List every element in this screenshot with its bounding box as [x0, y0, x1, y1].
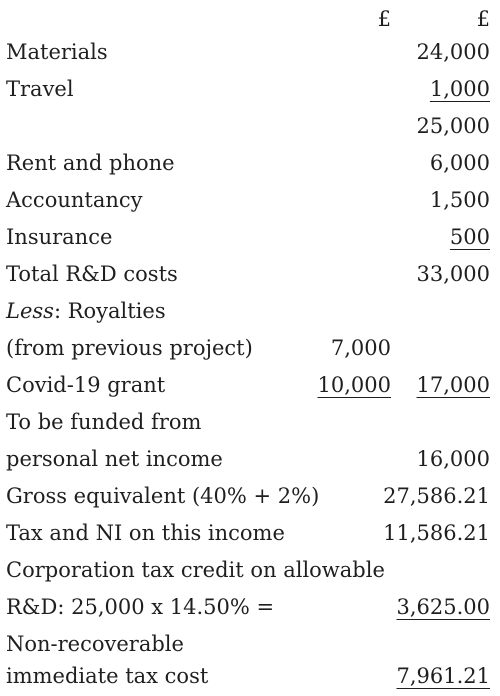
row-accountancy [0, 183, 500, 217]
row-amount: 27,586.21 [383, 484, 490, 508]
row-immediate-tax-cost [0, 659, 500, 693]
row-rd-calculation [0, 590, 500, 624]
row-label: Travel [6, 77, 74, 101]
row-tax-and-ni [0, 516, 500, 550]
row-amount: 1,500 [429, 188, 490, 212]
row-amount: 7,961.21 [396, 664, 490, 688]
row-travel [0, 72, 500, 106]
row-label: Total R&D costs [6, 262, 178, 286]
currency-header-col2: £ [476, 7, 490, 31]
row-label: Covid-19 grant [6, 373, 166, 397]
row-amount: 500 [449, 225, 490, 249]
currency-header-row [0, 2, 500, 36]
row-label: Gross equivalent (40% + 2%) [6, 484, 320, 508]
row-label: Rent and phone [6, 151, 175, 175]
row-label: Non-recoverable [6, 632, 184, 656]
row-personal-net-income [0, 442, 500, 476]
row-covid-grant [0, 368, 500, 402]
row-amount: 6,000 [429, 151, 490, 175]
row-sub-amount: 7,000 [330, 336, 391, 360]
row-label: Tax and NI on this income [6, 521, 285, 545]
row-materials [0, 35, 500, 69]
row-label: personal net income [6, 447, 223, 471]
row-amount: 33,000 [416, 262, 490, 286]
row-amount: 16,000 [416, 447, 490, 471]
row-label: To be funded from [6, 410, 202, 434]
row-subtotal [0, 109, 500, 143]
row-amount: 25,000 [416, 114, 490, 138]
row-amount: 1,000 [429, 77, 490, 101]
row-corp-tax-credit [0, 553, 500, 587]
row-label [6, 294, 166, 328]
row-to-be-funded [0, 405, 500, 439]
row-label: Corporation tax credit on allowable [6, 558, 385, 582]
royalties-label: : Royalties [53, 299, 166, 323]
row-amount: 3,625.00 [396, 595, 490, 619]
row-label: Insurance [6, 225, 113, 249]
row-amount: 17,000 [416, 373, 490, 397]
row-sub-amount: 10,000 [317, 373, 391, 397]
less-label: Less [6, 299, 54, 323]
row-label: Materials [6, 40, 108, 64]
row-label: R&D: 25,000 x 14.50% = [6, 595, 275, 619]
row-total-rd-costs [0, 257, 500, 291]
row-label: Accountancy [6, 188, 143, 212]
row-less-royalties [0, 294, 500, 328]
row-label: (from previous project) [6, 336, 253, 360]
currency-header-col1: £ [377, 7, 391, 31]
row-previous-project [0, 331, 500, 365]
row-gross-equivalent [0, 479, 500, 513]
row-rent-and-phone [0, 146, 500, 180]
row-amount: 24,000 [416, 40, 490, 64]
row-amount: 11,586.21 [383, 521, 490, 545]
row-label: immediate tax cost [6, 664, 209, 688]
row-insurance [0, 220, 500, 254]
row-non-recoverable [0, 627, 500, 661]
